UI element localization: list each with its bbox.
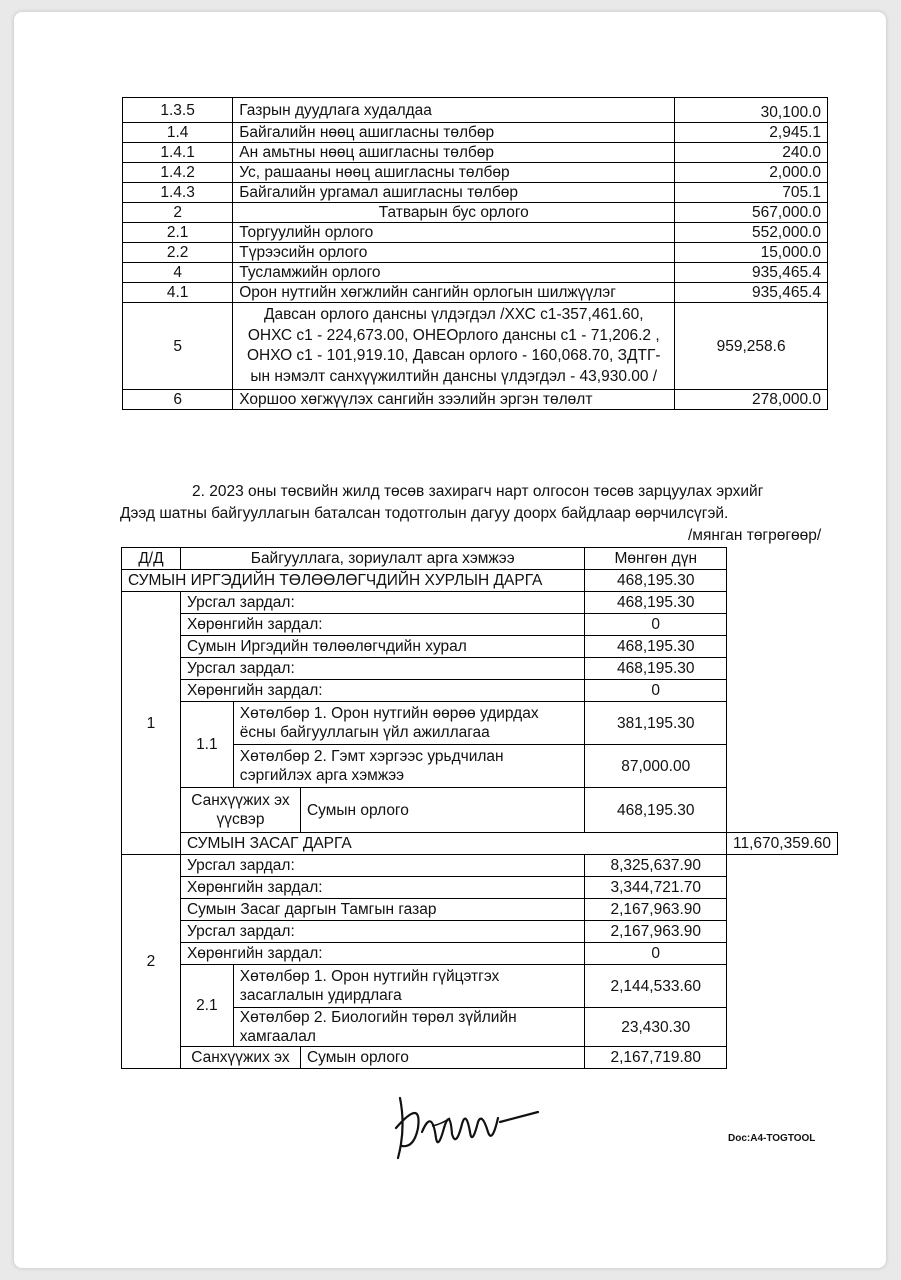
table-row xyxy=(122,658,838,680)
row-name: Тусламжийн орлого xyxy=(233,263,675,283)
capital-expense-label: Хөрөнгийн зардал: xyxy=(180,877,585,899)
table-row xyxy=(122,855,838,877)
section-total: 11,670,359.60 xyxy=(727,833,838,855)
row-amount: 959,258.6 xyxy=(675,303,828,390)
row-name: Ус, рашааны нөөц ашигласны төлбөр xyxy=(233,163,675,183)
organization-total: 2,167,963.90 xyxy=(585,899,727,921)
program-2-amount: 23,430.30 xyxy=(585,1008,727,1047)
section-title: СУМЫН ИРГЭДИЙН ТӨЛӨӨЛӨГЧДИЙН ХУРЛЫН ДАРГА xyxy=(122,570,585,592)
table-row xyxy=(123,143,828,163)
row-name: Давсан орлого дансны үлдэгдэл /ХХС с1-357,461.60, ОНХС с1 - 224,673.00, ОНЕОрлого дансны с1 - 71,206.2 , ОНХО с1 - 101,919.10, Давсан орлого - 160,068.70, ЗДТГ-ын нэмэлт санхүүжилтийн дансны үлдэгдэл - 43,930.00 / xyxy=(233,303,675,390)
funding-source-label: Санхүүжих эх xyxy=(180,1047,300,1069)
program-1-amount: 381,195.30 xyxy=(585,702,727,745)
row-code: 6 xyxy=(123,390,233,410)
funding-source-amount: 2,167,719.80 xyxy=(585,1047,727,1069)
organization-name: Сумын Засаг даргын Тамгын газар xyxy=(180,899,585,921)
paragraph-line-1: 2. 2023 оны төсвийн жилд төсөв захирагч нарт олгосон төсөв зарцуулах эрхийг xyxy=(192,483,764,500)
table-row xyxy=(123,223,828,243)
row-code: 1.4.2 xyxy=(123,163,233,183)
program-1: Хөтөлбөр 1. Орон нутгийн өөрөө удирдах ёсны байгууллагын үйл ажиллагаа xyxy=(233,702,585,745)
row-name: Орон нутгийн хөгжлийн сангийн орлогын шилжүүлэг xyxy=(233,283,675,303)
table-row xyxy=(123,303,828,390)
table-row xyxy=(123,123,828,143)
row-name: Газрын дуудлага худалдаа xyxy=(233,98,675,123)
row-amount: 935,465.4 xyxy=(675,263,828,283)
row-amount: 705.1 xyxy=(675,183,828,203)
row-name: Байгалийн нөөц ашигласны төлбөр xyxy=(233,123,675,143)
funding-source: Сумын орлого xyxy=(300,1047,585,1069)
table-row xyxy=(123,98,828,123)
row-code: 2.2 xyxy=(123,243,233,263)
capital-expense-value: 0 xyxy=(585,614,727,636)
signature xyxy=(392,1088,542,1168)
table-row xyxy=(122,680,838,702)
unit-label: /мянган төгрөгөөр/ xyxy=(688,527,822,544)
header-no: Д/Д xyxy=(122,548,181,570)
row-code: 2 xyxy=(123,203,233,223)
table-row xyxy=(122,899,838,921)
capital-expense-label: Хөрөнгийн зардал: xyxy=(180,943,585,965)
table-row xyxy=(123,390,828,410)
row-code: 1.4.1 xyxy=(123,143,233,163)
table-row xyxy=(122,570,838,592)
program-1-amount: 2,144,533.60 xyxy=(585,965,727,1008)
org-capital-expense-value: 0 xyxy=(585,680,727,702)
row-amount: 15,000.0 xyxy=(675,243,828,263)
section-title: СУМЫН ЗАСАГ ДАРГА xyxy=(180,833,726,855)
table-row xyxy=(122,877,838,899)
header-amount: Мөнгөн дүн xyxy=(585,548,727,570)
current-expense-label: Урсгал зардал: xyxy=(180,658,585,680)
row-name: Хоршоо хөгжүүлэх сангийн зээлийн эргэн төлөлт xyxy=(233,390,675,410)
funding-source-amount: 468,195.30 xyxy=(585,788,727,833)
row-name: Ан амьтны нөөц ашигласны төлбөр xyxy=(233,143,675,163)
income-table xyxy=(122,97,828,410)
current-expense-label: Урсгал зардал: xyxy=(180,855,585,877)
row-amount: 935,465.4 xyxy=(675,283,828,303)
table-row xyxy=(122,614,838,636)
row-number: 1 xyxy=(122,592,181,855)
capital-expense-value: 3,344,721.70 xyxy=(585,877,727,899)
table-row xyxy=(122,1047,838,1069)
funding-source: Сумын орлого xyxy=(300,788,585,833)
funding-source-label: Санхүүжих эх үүсвэр xyxy=(180,788,300,833)
table-row xyxy=(123,163,828,183)
row-amount: 2,000.0 xyxy=(675,163,828,183)
org-current-expense-value: 2,167,963.90 xyxy=(585,921,727,943)
current-expense-label: Урсгал зардал: xyxy=(180,592,585,614)
table-header-row xyxy=(122,548,838,570)
section-total: 468,195.30 xyxy=(585,570,727,592)
row-amount: 278,000.0 xyxy=(675,390,828,410)
document-code: Doc:A4-TOGTOOL xyxy=(728,1133,816,1144)
organization-total: 468,195.30 xyxy=(585,636,727,658)
table-row xyxy=(122,636,838,658)
row-amount: 552,000.0 xyxy=(675,223,828,243)
sub-number: 2.1 xyxy=(180,965,233,1047)
row-name: Байгалийн ургамал ашигласны төлбөр xyxy=(233,183,675,203)
row-code: 4 xyxy=(123,263,233,283)
row-amount: 567,000.0 xyxy=(675,203,828,223)
budget-table xyxy=(121,547,838,1069)
sub-number: 1.1 xyxy=(180,702,233,788)
table-row xyxy=(122,943,838,965)
row-name: Татварын бус орлого xyxy=(233,203,675,223)
current-expense-value: 468,195.30 xyxy=(585,592,727,614)
capital-expense-label: Хөрөнгийн зардал: xyxy=(180,614,585,636)
row-code: 1.4.3 xyxy=(123,183,233,203)
table-row xyxy=(122,788,838,833)
header-org: Байгууллага, зориулалт арга хэмжээ xyxy=(180,548,585,570)
row-number: 2 xyxy=(122,855,181,1069)
table-row xyxy=(122,833,838,855)
current-expense-value: 8,325,637.90 xyxy=(585,855,727,877)
row-code: 1.3.5 xyxy=(123,98,233,123)
row-code: 2.1 xyxy=(123,223,233,243)
row-amount: 240.0 xyxy=(675,143,828,163)
row-amount: 2,945.1 xyxy=(675,123,828,143)
row-code: 1.4 xyxy=(123,123,233,143)
table-row xyxy=(122,702,838,745)
row-name: Түрээсийн орлого xyxy=(233,243,675,263)
program-1: Хөтөлбөр 1. Орон нутгийн гүйцэтгэх засаглалын удирдлага xyxy=(233,965,585,1008)
row-code: 4.1 xyxy=(123,283,233,303)
org-capital-expense-value: 0 xyxy=(585,943,727,965)
row-code: 5 xyxy=(123,303,233,390)
paragraph-line-2: Дээд шатны байгууллагын баталсан тодотголын дагуу доорх байдлаар өөрчилсүгэй. xyxy=(120,505,729,522)
org-current-expense-value: 468,195.30 xyxy=(585,658,727,680)
program-2: Хөтөлбөр 2. Биологийн төрөл зүйлийн хамгаалал xyxy=(233,1008,585,1047)
table-row xyxy=(123,263,828,283)
table-row xyxy=(123,243,828,263)
organization-name: Сумын Иргэдийн төлөөлөгчдийн хурал xyxy=(180,636,585,658)
row-amount: 30,100.0 xyxy=(675,98,828,123)
capital-expense-label: Хөрөнгийн зардал: xyxy=(180,680,585,702)
current-expense-label: Урсгал зардал: xyxy=(180,921,585,943)
table-row xyxy=(123,283,828,303)
table-row xyxy=(122,965,838,1008)
table-row xyxy=(123,183,828,203)
program-2: Хөтөлбөр 2. Гэмт хэргээс урьдчилан сэргийлэх арга хэмжээ xyxy=(233,745,585,788)
program-2-amount: 87,000.00 xyxy=(585,745,727,788)
table-row xyxy=(122,592,838,614)
row-name: Торгуулийн орлого xyxy=(233,223,675,243)
table-row xyxy=(122,921,838,943)
table-row xyxy=(123,203,828,223)
